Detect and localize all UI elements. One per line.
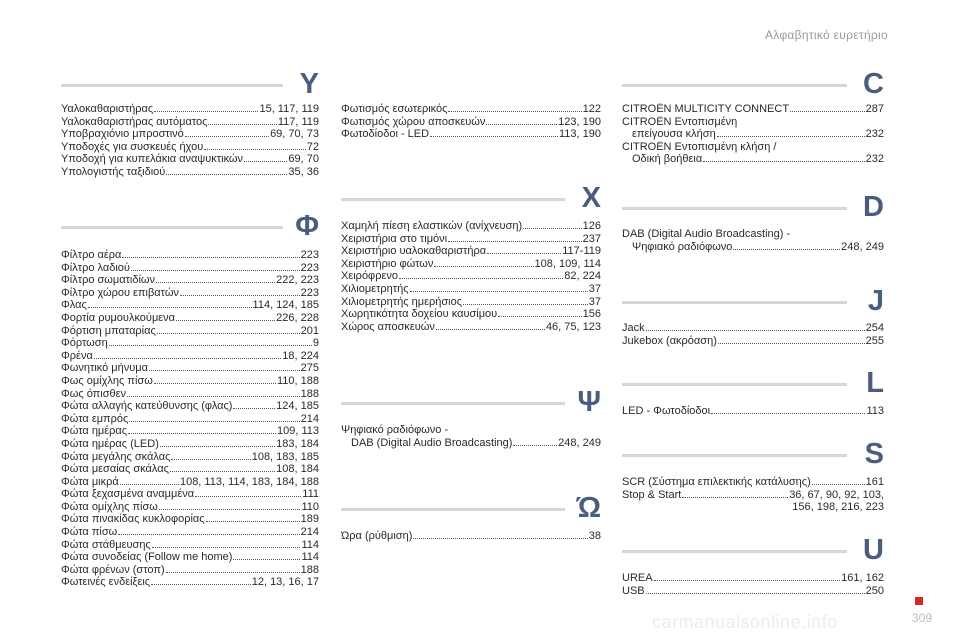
dot-leader [487, 253, 561, 254]
entry-pages: 37 [588, 295, 601, 308]
dot-leader [654, 580, 841, 581]
dot-leader [436, 329, 545, 330]
entry-term: Φώτα ημέρας [61, 425, 128, 438]
index-entry [61, 375, 319, 388]
page-marker [915, 597, 923, 605]
index-entry [341, 245, 601, 258]
section-letter: Ψ [577, 386, 601, 418]
watermark-text: carmanualsonline.info [652, 612, 838, 632]
entry-pages: 111 [302, 488, 319, 501]
entry-term: Χειριστήρια στο τιμόνι [341, 232, 448, 245]
section-divider [622, 383, 847, 386]
entry-term: Φωτοδίοδοι - LED [341, 128, 430, 141]
index-entry [61, 400, 319, 413]
entry-pages: 108, 113, 114, 183, 184, 188 [179, 475, 319, 488]
dot-leader [233, 408, 275, 409]
index-entry [341, 128, 601, 141]
index-entry [341, 103, 601, 116]
dot-leader [523, 228, 582, 229]
entry-pages: 237 [582, 232, 601, 245]
entry-term: Φώτα μικρά [61, 475, 119, 488]
entry-pages: 189 [300, 513, 319, 526]
index-entry-cont: Ψηφιακό ραδιόφωνο 248, 249 [632, 240, 884, 253]
entry-pages: 114 [301, 551, 319, 564]
entries-c [622, 103, 884, 166]
entry-term: Φόρτιση μπαταρίας [61, 324, 156, 337]
section-divider [61, 84, 283, 87]
entry-pages: 122 [582, 103, 601, 115]
section-letter: Ώ [576, 492, 601, 524]
entry-term: Φώτα ημέρας (LED) [61, 437, 159, 450]
dot-leader [170, 471, 275, 472]
entries-u [622, 572, 884, 597]
index-entry [622, 335, 884, 348]
entry-term: LED - Φωτοδίοδοι [622, 405, 711, 417]
entry-term: Υποβραχιόνιο μπροστινό [61, 128, 184, 141]
entry-term: Χειριστήριο φώτων [341, 257, 434, 270]
entry-term: Φωτισμός εσωτερικός [341, 103, 448, 115]
index-entry [61, 166, 319, 179]
entry-pages: 255 [865, 334, 884, 347]
dot-leader [413, 538, 587, 539]
entry-pages: 12, 13, 16, 17 [251, 576, 319, 589]
entry-pages: 126 [582, 220, 601, 232]
index-entry [61, 513, 319, 526]
dot-leader [711, 413, 865, 414]
entries-phi-cont [341, 103, 601, 141]
index-entry: DAB (Digital Audio Broadcasting) - [622, 228, 791, 240]
section-letter: Φ [295, 210, 319, 242]
entry-pages: 214 [300, 412, 319, 425]
dot-leader [127, 396, 300, 397]
dot-leader [118, 534, 299, 535]
entry-term: Φίλτρο λαδιού [61, 261, 130, 274]
entry-term: Φώτα μεγάλης σκάλας [61, 450, 171, 463]
dot-leader [399, 278, 563, 279]
index-entry [61, 262, 319, 275]
index-entry [61, 274, 319, 287]
dot-leader [151, 584, 251, 585]
index-entry: CITROËN Εντοπισμένη κλήση / [622, 140, 777, 153]
dot-leader [430, 136, 558, 137]
entry-term: Φώτα στάθμευσης [61, 538, 151, 551]
entry-term: UREA [622, 572, 653, 584]
dot-leader [129, 421, 299, 422]
entry-term: Υποδοχή για κυπελάκια αναψυκτικών [61, 153, 244, 166]
index-entry [61, 249, 319, 262]
index-entry-cont: 156, 198, 216, 223 [792, 501, 884, 514]
entry-term: Φωτισμός χώρου αποσκευών [341, 115, 486, 128]
section-letter: S [864, 438, 884, 470]
index-entry [61, 350, 319, 363]
entry-pages: 109, 113 [276, 425, 319, 438]
index-entry [341, 530, 601, 543]
index-entry: Stop & Start 36, 67, 90, 92, 103, [622, 488, 884, 501]
entry-pages: 108, 183, 185 [251, 450, 319, 463]
entry-pages: 18, 224 [282, 349, 319, 362]
index-entry [61, 425, 319, 438]
entry-pages: 37 [588, 282, 601, 295]
entries-phi [61, 249, 319, 589]
dot-leader [109, 345, 312, 346]
dot-leader [157, 333, 300, 334]
dot-leader [208, 124, 276, 125]
dot-leader [120, 484, 179, 485]
dot-leader [154, 383, 276, 384]
dot-leader [149, 370, 300, 371]
entry-pages: 108, 184 [276, 463, 319, 476]
dot-leader [233, 559, 300, 560]
section-divider [341, 402, 565, 405]
entry-term: Χαμηλή πίεση ελαστικών (ανίχνευση) [341, 220, 523, 232]
entry-pages: 113, 190 [558, 128, 601, 141]
section-letter: D [863, 191, 884, 223]
entry-term: Φώτα ξεχασμένα αναμμένα [61, 488, 195, 501]
entry-pages: 69, 70 [288, 153, 319, 166]
section-letter: U [863, 534, 884, 566]
dot-leader [448, 241, 582, 242]
index-entry [61, 362, 319, 375]
entry-term: Φώτα πινακίδας κυκλοφορίας [61, 513, 205, 526]
section-letter: C [863, 68, 884, 100]
section-divider [622, 301, 847, 304]
dot-leader [128, 433, 276, 434]
entry-pages: 188 [300, 387, 319, 400]
index-entry [61, 576, 319, 589]
dot-leader [166, 174, 287, 175]
index-entry [61, 337, 319, 350]
index-entry [622, 322, 884, 335]
index-entry [341, 283, 601, 296]
section-header-u [622, 536, 884, 566]
dot-leader [434, 266, 533, 267]
index-entry [61, 476, 319, 489]
entry-term: Υποδοχές για συσκευές ήχου [61, 140, 204, 153]
index-entry [61, 325, 319, 338]
index-entry [341, 321, 601, 334]
entry-pages: 72 [306, 140, 319, 153]
entry-pages: 114 [301, 538, 319, 551]
page-header-title: Αλφαβητικό ευρετήριο [764, 28, 888, 42]
entry-pages: 226, 228 [276, 311, 319, 324]
entry-term: Φωνητικό μήνυμα [61, 362, 148, 375]
index-entry [61, 116, 319, 129]
section-letter: L [866, 367, 884, 399]
section-divider [61, 226, 283, 229]
entry-term: Φρένα [61, 349, 93, 362]
index-entry [341, 116, 601, 129]
section-divider [622, 454, 847, 457]
section-divider [622, 84, 847, 87]
index-entry [341, 308, 601, 321]
dot-leader [171, 459, 250, 460]
entry-term: Χειριστήριο υαλοκαθαριστήρα [341, 245, 487, 258]
entry-pages: 117-119 [562, 245, 601, 258]
entry-pages: 223 [300, 261, 319, 274]
dot-leader [159, 509, 301, 510]
dot-leader [646, 330, 865, 331]
entry-term: Jukebox (ακρόαση) [622, 334, 717, 347]
index-entry [61, 564, 319, 577]
dot-leader [486, 124, 557, 125]
entry-pages: 124, 185 [276, 400, 319, 413]
entry-pages: 156 [582, 308, 601, 321]
section-divider [622, 550, 847, 553]
entry-pages: 201 [300, 324, 319, 337]
entries-chi [341, 220, 601, 333]
entry-pages: 113 [866, 405, 884, 417]
index-entry [61, 413, 319, 426]
index-entry [341, 270, 601, 283]
dot-leader [166, 572, 300, 573]
entry-pages: 82, 224 [564, 270, 601, 283]
entry-term: Χωρητικότητα δοχείου καυσίμου [341, 308, 498, 321]
dot-leader [185, 136, 269, 137]
entry-term: Υαλοκαθαριστήρας αυτόματος [61, 115, 208, 128]
entry-term: Φώτα ομίχλης πίσω [61, 500, 158, 513]
entry-term: Φώτα εμπρός [61, 412, 129, 425]
index-entry-cont: επείγουσα κλήση 232 [632, 128, 884, 141]
entry-term: Φώτα αλλαγής κατεύθυνσης (φλας) [61, 400, 233, 413]
dot-leader [88, 307, 252, 308]
entry-term: Jack [622, 322, 645, 334]
index-entry-cont: DAB (Digital Audio Broadcasting) 248, 249 [351, 436, 601, 449]
entry-term: Φίλτρο σωματιδίων [61, 274, 156, 287]
dot-leader [122, 257, 299, 258]
index-entry [61, 153, 319, 166]
entry-pages: 110 [301, 500, 319, 513]
section-header-chi [341, 184, 601, 214]
entry-term: Φορτία ρυμουλκούμενα [61, 311, 176, 324]
entry-pages: 222, 223 [276, 274, 319, 287]
index-entry [61, 128, 319, 141]
section-divider [622, 207, 847, 210]
section-letter: X [581, 182, 601, 214]
index-entry [341, 258, 601, 271]
entry-pages: 110, 188 [276, 374, 319, 387]
index-entry [61, 299, 319, 312]
dot-leader [176, 320, 275, 321]
index-entry [622, 572, 884, 585]
entry-term: USB [622, 584, 645, 597]
dot-leader [94, 358, 282, 359]
entries-j [622, 322, 884, 347]
entry-pages: 108, 109, 114 [534, 257, 601, 270]
entries-s [622, 476, 884, 514]
index-entry [61, 451, 319, 464]
index-entry [341, 296, 601, 309]
entry-term: Φώτα μεσαίας σκάλας [61, 463, 169, 476]
section-divider [341, 508, 565, 511]
dot-leader [646, 593, 865, 594]
index-entry [61, 463, 319, 476]
index-entry: CITROËN Εντοπισμένη [622, 115, 738, 128]
section-divider [341, 198, 565, 201]
page-number: 309 [912, 611, 933, 625]
entry-term: Φλας [61, 299, 87, 312]
section-header-s [622, 440, 884, 470]
entries-l [622, 405, 884, 418]
dot-leader [204, 149, 306, 150]
entry-pages: 250 [865, 584, 884, 597]
section-header-c [622, 70, 884, 100]
entry-pages: 223 [300, 286, 319, 299]
entry-term: Ώρα (ρύθμιση) [341, 530, 413, 542]
entry-term: Φως ομίχλης πίσω [61, 374, 153, 387]
entry-term: Φώτα πίσω [61, 526, 118, 539]
index-entry-cont: Οδική βοήθεια 232 [632, 153, 884, 166]
dot-leader [498, 316, 581, 317]
section-header-y [61, 70, 319, 100]
section-letter: J [867, 285, 884, 317]
entry-pages: 214 [300, 526, 319, 539]
section-header-j [622, 287, 884, 317]
index-entry [341, 220, 601, 233]
dot-leader [463, 304, 588, 305]
entry-term: Χώρος αποσκευών [341, 320, 435, 333]
entries-omega [341, 530, 601, 543]
section-header-d [622, 193, 884, 223]
entry-pages: 114, 124, 185 [252, 299, 319, 312]
index-entry [61, 488, 319, 501]
section-header-phi [61, 212, 319, 242]
entry-term: Φίλτρο χώρου επιβατών [61, 286, 179, 299]
index-entry [61, 539, 319, 552]
entry-term: Φόρτωση [61, 337, 108, 350]
entry-term: Φωτεινές ενδείξεις [61, 576, 151, 589]
index-entry [61, 287, 319, 300]
dot-leader [244, 161, 287, 162]
index-entry: Ψηφιακό ραδιόφωνο - [341, 424, 449, 436]
entry-term: Χιλιομετρητής ημερήσιος [341, 295, 463, 308]
index-entry [341, 233, 601, 246]
index-entry [61, 501, 319, 514]
dot-leader [160, 446, 275, 447]
entry-pages: 183, 184 [276, 437, 319, 450]
entry-term: Υαλοκαθαριστήρας [61, 103, 154, 115]
entry-term: Φως όπισθεν [61, 387, 127, 400]
index-entry [622, 585, 884, 598]
section-header-psi [341, 388, 601, 418]
index-entry [61, 438, 319, 451]
dot-leader [152, 547, 301, 548]
section-header-l [622, 369, 884, 399]
entry-pages: 35, 36 [288, 165, 319, 178]
entry-term: Φίλτρο αέρα [61, 249, 122, 261]
entry-term: Φώτα φρένων (στοπ) [61, 563, 165, 576]
entry-term: Υπολογιστής ταξιδιού [61, 165, 166, 178]
entry-pages: 38 [588, 530, 601, 542]
entry-pages: 117, 119 [277, 115, 319, 128]
dot-leader [156, 282, 275, 283]
index-entry [61, 388, 319, 401]
entry-pages: 123, 190 [558, 115, 601, 128]
entry-pages: 275 [300, 362, 319, 375]
index-entry [61, 551, 319, 564]
index-entry [61, 526, 319, 539]
entries-y [61, 103, 319, 179]
dot-leader [448, 111, 581, 112]
dot-leader [195, 496, 301, 497]
entry-pages: 46, 75, 123 [545, 320, 601, 333]
entries-psi [341, 424, 601, 449]
index-entry [61, 141, 319, 154]
index-entry [622, 405, 884, 418]
entry-pages: 69, 70, 73 [270, 128, 319, 141]
dot-leader [131, 270, 300, 271]
entries-d [622, 228, 884, 253]
entry-pages: 223 [300, 249, 319, 261]
entry-pages: 9 [312, 337, 319, 350]
entry-pages: 188 [300, 563, 319, 576]
section-letter: Y [299, 68, 319, 100]
entry-term: Χειρόφρενο [341, 270, 398, 283]
section-header-omega [341, 494, 601, 524]
entry-pages: 254 [865, 322, 884, 334]
dot-leader [410, 291, 588, 292]
dot-leader [180, 295, 300, 296]
index-entry [61, 103, 319, 116]
dot-leader [154, 111, 258, 112]
index-entry: CITROËN MULTICITY CONNECT 287 [622, 103, 884, 115]
entry-pages: 15, 117, 119 [259, 103, 319, 115]
dot-leader [718, 343, 865, 344]
index-entry [61, 312, 319, 325]
dot-leader [206, 521, 300, 522]
entry-pages: 161, 162 [841, 572, 884, 584]
entry-term: Φώτα συνοδείας (Follow me home) [61, 551, 233, 564]
index-entry: SCR (Σύστημα επιλεκτικής κατάλυσης) 161 [622, 476, 884, 488]
entry-term: Χιλιομετρητής [341, 282, 409, 295]
